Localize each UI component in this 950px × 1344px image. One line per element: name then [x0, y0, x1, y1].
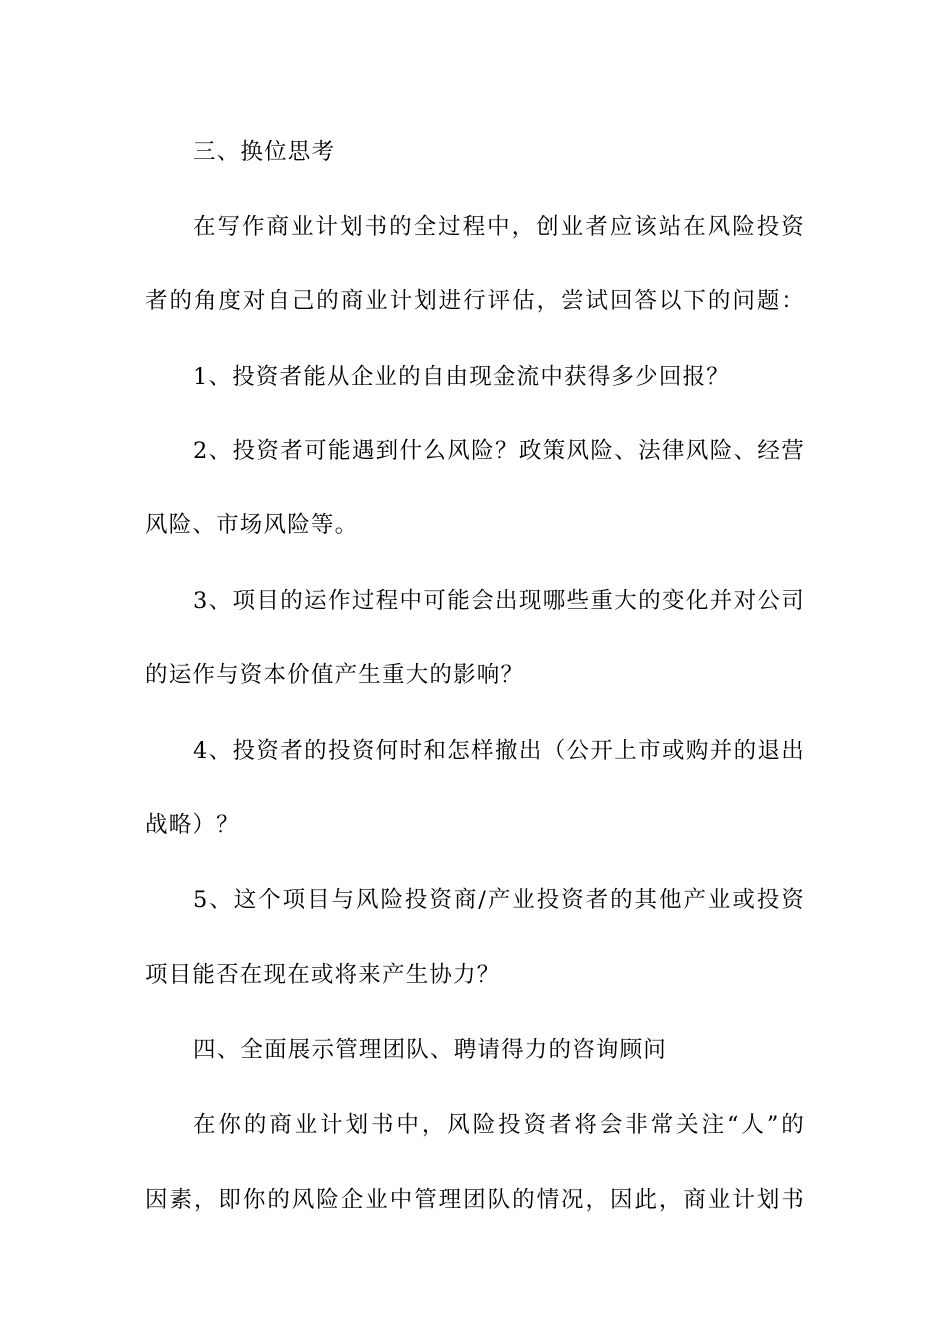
paragraph-line: 因素，即你的风险企业中管理团队的情况，因此，商业计划书	[145, 1187, 805, 1213]
list-item-2: 2、投资者可能遇到什么风险？政策风险、法律风险、经营	[193, 438, 805, 464]
list-item-2-continuation: 风险、市场风险等。	[145, 512, 359, 538]
section-heading-3: 三、换位思考	[193, 139, 336, 165]
section-heading-4: 四、全面展示管理团队、聘请得力的咨询顾问	[193, 1037, 668, 1063]
list-item-4-continuation: 战略）？	[145, 812, 240, 838]
paragraph-line: 在写作商业计划书的全过程中，创业者应该站在风险投资	[193, 214, 805, 240]
list-item-3-continuation: 的运作与资本价值产生重大的影响？	[145, 662, 525, 688]
list-item-3: 3、项目的运作过程中可能会出现哪些重大的变化并对公司	[193, 588, 805, 614]
list-item-1: 1、投资者能从企业的自由现金流中获得多少回报？	[193, 364, 730, 390]
list-item-5: 5、这个项目与风险投资商/产业投资者的其他产业或投资	[193, 887, 805, 913]
paragraph-line: 在你的商业计划书中，风险投资者将会非常关注“人”的	[193, 1112, 805, 1138]
paragraph-line: 者的角度对自己的商业计划进行评估，尝试回答以下的问题：	[145, 288, 805, 314]
list-item-5-continuation: 项目能否在现在或将来产生协力？	[145, 962, 501, 988]
list-item-4: 4、投资者的投资何时和怎样撤出（公开上市或购并的退出	[193, 738, 805, 764]
